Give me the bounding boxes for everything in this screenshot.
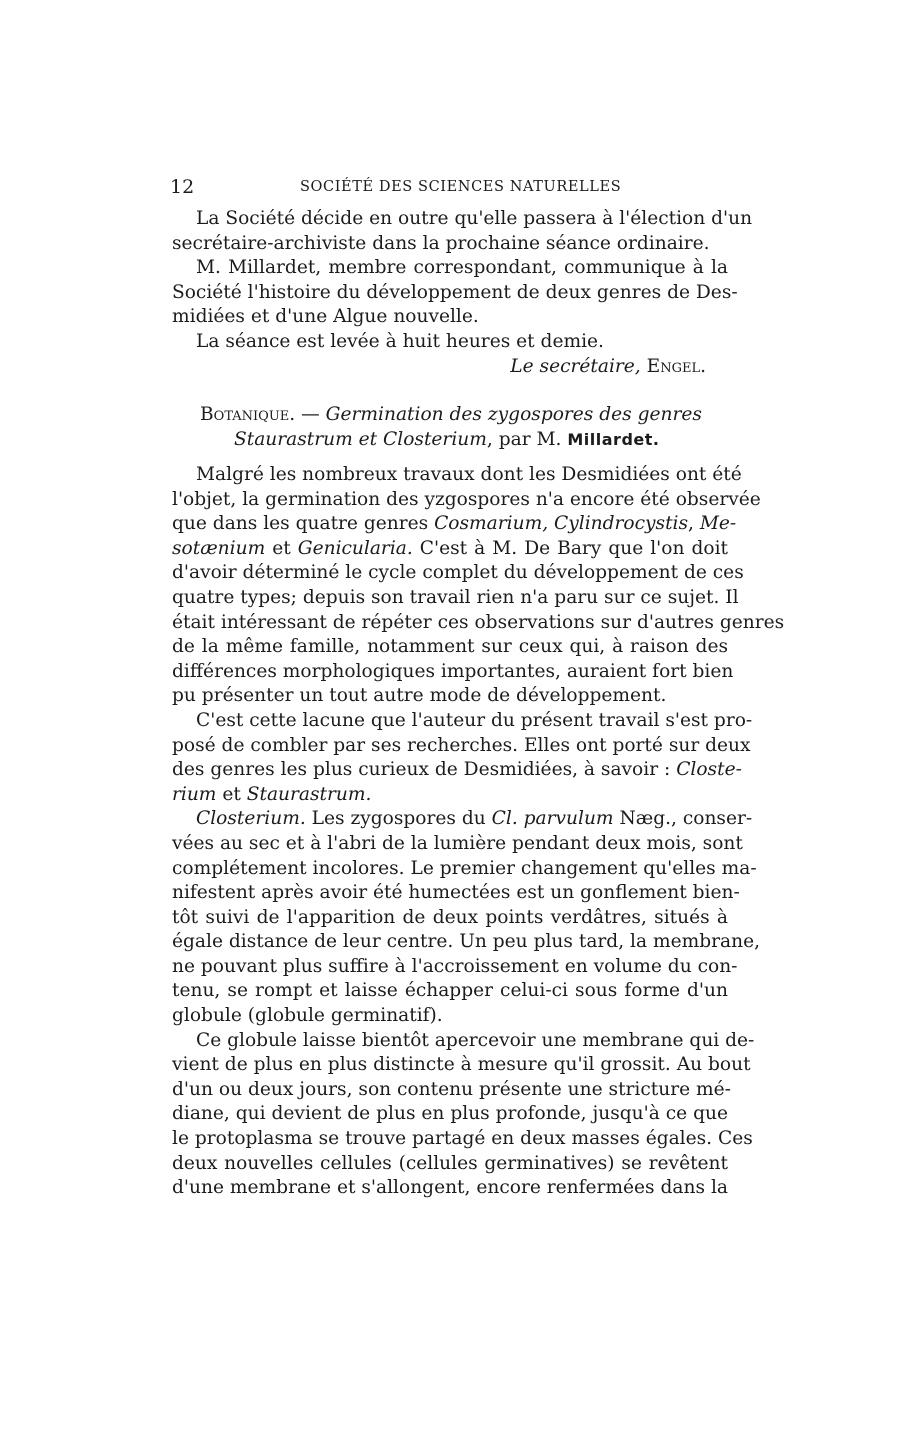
text-run: et <box>216 783 247 805</box>
text-run: , <box>688 513 700 535</box>
title-line <box>172 402 728 427</box>
text-line: La Société décide en outre qu'elle passera à l'élection d'un <box>196 208 753 229</box>
text-line: secrétaire-archiviste dans la prochaine séance ordinaire. <box>172 232 710 254</box>
text-run: et <box>265 537 298 559</box>
title-part-2: Staurastrum et Closterium <box>234 429 487 450</box>
text-line: C'est cette lacune que l'auteur du présent travail s'est pro- <box>196 709 753 731</box>
text-line <box>172 758 742 783</box>
text-line: M. Millardet, membre correspondant, communique à la <box>196 257 728 279</box>
running-title: SOCIÉTÉ DES SCIENCES NATURELLES <box>300 179 622 195</box>
text-line: l'objet, la germination des yzgospores n'a encore été observée <box>172 488 761 510</box>
section-title <box>172 402 728 452</box>
text-line <box>172 512 737 537</box>
title-line <box>172 427 728 452</box>
text-line: d'avoir déterminé le cycle complet du développement de ces <box>172 562 744 584</box>
genus-name: Me- <box>699 513 737 535</box>
text-line: de la même famille, notamment sur ceux qui, à raison des <box>172 636 728 658</box>
article-body <box>172 463 785 1201</box>
text-line: deux nouvelles cellules (cellules germinatives) se revêtent <box>172 1152 728 1174</box>
text-run: C'est à M. De Bary que l'on doit <box>412 537 728 559</box>
title-part-1: Germination des zygospores des genres <box>325 404 702 425</box>
text-line: diane, qui devient de plus en plus profonde, jusqu'à ce que <box>172 1103 728 1125</box>
text-run: que dans les quatre genres <box>172 513 435 535</box>
text-line: Ce globule laisse bientôt apercevoir une membrane qui de- <box>196 1029 755 1051</box>
text-line: posé de combler par ses recherches. Elles ont porté sur deux <box>172 734 751 756</box>
genus-name: Closterium. <box>196 808 306 830</box>
title-by: , par M. <box>486 429 562 450</box>
text-line: quatre types; depuis son travail rien n'a paru sur ce sujet. Il <box>172 586 739 608</box>
genus-name: Cosmarium, Cylindrocystis <box>434 513 689 535</box>
meeting-minutes <box>172 207 753 379</box>
text-line <box>172 783 728 808</box>
text-line: d'un ou deux jours, son contenu présente une stricture mé- <box>172 1078 731 1100</box>
page-number: 12 <box>170 176 195 198</box>
signature-name: Engel. <box>646 355 706 377</box>
text-line: Société l'histoire du développement de deux genres de Des- <box>172 281 738 303</box>
text-line <box>172 807 753 832</box>
signature-role: Le secrétaire, <box>510 355 641 377</box>
section-label: Botanique. <box>200 404 296 425</box>
genus-name: rium <box>172 783 217 805</box>
title-dash: — <box>301 404 320 425</box>
text-line: globule (globule germinatif). <box>172 1005 443 1027</box>
genus-name: Closte- <box>676 759 742 781</box>
genus-name: sotænium <box>172 537 266 559</box>
species-name: Cl. parvulum <box>491 808 614 830</box>
text-line: midiées et d'une Algue nouvelle. <box>172 306 479 328</box>
page-header <box>170 176 725 200</box>
text-line: tôt suivi de l'apparition de deux points verdâtres, situés à <box>172 906 728 928</box>
genus-name: Genicularia. <box>297 537 413 559</box>
text-line: différences morphologiques importantes, auraient fort bien <box>172 660 734 682</box>
text-line: le protoplasma se trouve partagé en deux masses égales. Ces <box>172 1128 753 1150</box>
text-line: vient de plus en plus distincte à mesure qu'il grossit. Au bout <box>172 1054 751 1076</box>
text-line <box>172 537 728 562</box>
signature <box>172 355 728 380</box>
text-line: égale distance de leur centre. Un peu plus tard, la membrane, <box>172 931 760 953</box>
author-name: Millardet. <box>567 430 660 449</box>
text-line: complétement incolores. Le premier changement qu'elles ma- <box>172 857 757 879</box>
text-line: nifestent après avoir été humectées est un gonflement bien- <box>172 882 740 904</box>
text-run: Les zygospores du <box>305 808 492 830</box>
text-run: des genres les plus curieux de Desmidiées, à savoir : <box>172 759 677 781</box>
text-line: vées au sec et à l'abri de la lumière pendant deux mois, sont <box>172 832 743 854</box>
text-line: tenu, se rompt et laisse échapper celui-ci sous forme d'un <box>172 980 728 1002</box>
text-line: était intéressant de répéter ces observations sur d'autres genres <box>172 611 785 633</box>
text-line: Malgré les nombreux travaux dont les Desmidiées ont été <box>196 464 742 485</box>
text-line: ne pouvant plus suffire à l'accroissement en volume du con- <box>172 955 738 977</box>
text-line: pu présenter un tout autre mode de développement. <box>172 685 667 707</box>
text-line: d'une membrane et s'allongent, encore renfermées dans la <box>172 1177 728 1199</box>
genus-name: Staurastrum. <box>246 783 372 805</box>
text-line: La séance est levée à huit heures et demie. <box>196 330 604 352</box>
text-run: Næg., conser- <box>613 808 753 830</box>
